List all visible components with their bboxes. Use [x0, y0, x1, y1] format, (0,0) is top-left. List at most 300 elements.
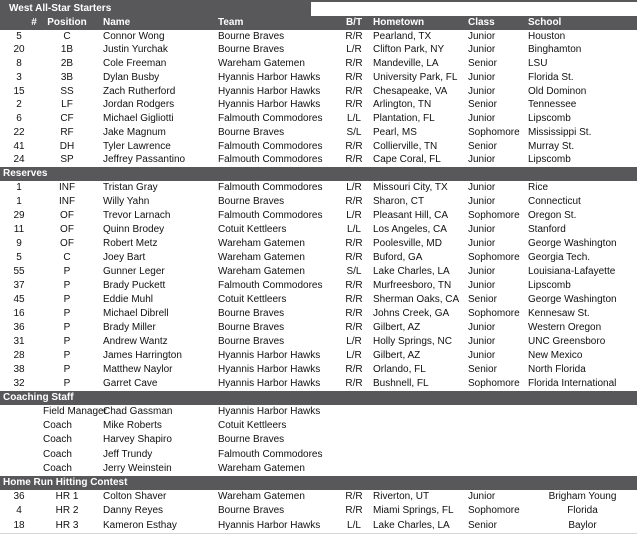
cell-team: Wareham Gatemen	[218, 237, 305, 249]
cell-position: RF	[60, 126, 74, 138]
cell-hometown: Collierville, TN	[373, 140, 438, 152]
cell-number: 22	[13, 126, 25, 138]
cell-team: Bourne Braves	[218, 505, 285, 517]
cell-school: Rice	[528, 181, 549, 193]
cell-bt: R/R	[345, 307, 363, 319]
cell-team: Falmouth Commodores	[218, 209, 323, 221]
cell-hometown: Poolesville, MD	[373, 237, 442, 249]
cell-school: Connecticut	[528, 195, 581, 207]
cell-name: Jeffrey Passantino	[103, 154, 186, 166]
column-header-bt: B/T	[345, 16, 363, 28]
column-header-school: School	[528, 16, 562, 28]
cell-team: Hyannis Harbor Hawks	[218, 378, 321, 390]
cell-bt	[340, 405, 368, 419]
column-header-team: Team	[218, 16, 244, 28]
cell-hometown: Pearland, TX	[373, 30, 432, 42]
cell-bt	[340, 448, 368, 462]
cell-number: 41	[13, 140, 25, 152]
section-row-west-all-star-starters	[0, 2, 637, 16]
cell-class	[465, 419, 528, 433]
table-row	[0, 223, 637, 237]
cell-hometown: Missouri City, TX	[373, 181, 448, 193]
cell-class: Junior	[468, 279, 496, 291]
cell-position: OF	[60, 223, 74, 235]
cell-team: Bourne Braves	[218, 44, 285, 56]
cell-position: LF	[61, 99, 73, 111]
cell-bt: R/R	[345, 279, 363, 291]
cell-bt: R/R	[345, 251, 363, 263]
cell-hometown: Arlington, TN	[373, 99, 432, 111]
column-header-position: Position	[47, 16, 87, 28]
cell-team: Bourne Braves	[218, 30, 285, 42]
table-row	[0, 519, 637, 533]
cell-school: Stanford	[528, 223, 566, 235]
cell-class: Sophomore	[468, 126, 520, 138]
cell-class: Junior	[468, 71, 496, 83]
cell-class: Sophomore	[468, 251, 520, 263]
cell-hometown: Gilbert, AZ	[373, 321, 421, 333]
cell-team: Falmouth Commodores	[218, 154, 323, 166]
cell-class	[465, 433, 528, 447]
table-row	[0, 279, 637, 293]
cell-hometown: Holly Springs, NC	[373, 336, 452, 348]
cell-hometown: Pleasant Hill, CA	[373, 209, 449, 221]
cell-bt: R/R	[345, 237, 363, 249]
cell-bt: R/R	[345, 321, 363, 333]
cell-class: Senior	[468, 58, 497, 69]
cell-hometown: Murfreesboro, TN	[373, 279, 452, 291]
cell-name: Kameron Esthay	[103, 519, 177, 531]
cell-school: Houston	[528, 30, 566, 42]
cell-school: Western Oregon	[528, 321, 602, 333]
table-row	[0, 30, 637, 44]
table-row	[0, 126, 637, 140]
table-row	[0, 85, 637, 99]
cell-position: INF	[58, 181, 76, 193]
cell-number: 36	[13, 490, 25, 502]
cell-hometown: Sherman Oaks, CA	[373, 293, 460, 305]
table-row	[0, 237, 637, 251]
cell-number: 1	[16, 195, 22, 207]
cell-number	[0, 419, 38, 433]
cell-class: Senior	[468, 519, 497, 531]
cell-school: Florida	[567, 505, 598, 517]
cell-hometown	[368, 419, 465, 433]
cell-school: Lipscomb	[528, 279, 571, 291]
cell-bt: R/R	[345, 71, 363, 83]
cell-name: Willy Yahn	[103, 195, 150, 207]
cell-number: 28	[13, 350, 25, 362]
cell-bt: L/R	[346, 350, 362, 362]
cell-team: Bourne Braves	[218, 336, 285, 348]
cell-bt	[340, 433, 368, 447]
cell-class: Senior	[468, 364, 497, 376]
cell-class: Junior	[468, 490, 496, 502]
cell-hometown	[368, 433, 465, 447]
cell-school: North Florida	[528, 364, 586, 376]
cell-team: Bourne Braves	[218, 321, 285, 333]
table-row	[0, 363, 637, 377]
cell-number: 55	[13, 265, 25, 277]
cell-name: Brady Puckett	[103, 279, 166, 291]
cell-class: Junior	[468, 195, 496, 207]
cell-number	[0, 448, 38, 462]
cell-bt: L/L	[347, 519, 361, 531]
cell-number: 16	[13, 307, 25, 319]
cell-number: 24	[13, 154, 25, 166]
cell-team: Falmouth Commodores	[218, 279, 323, 291]
cell-number: 45	[13, 293, 25, 305]
cell-number: 36	[13, 321, 25, 333]
cell-position: Coach	[43, 448, 72, 460]
cell-name: Robert Metz	[103, 237, 158, 249]
cell-class: Junior	[468, 44, 496, 56]
cell-team: Bourne Braves	[218, 307, 285, 319]
table-row	[0, 377, 637, 391]
cell-bt: S/L	[346, 126, 362, 138]
cell-hometown: Chesapeake, VA	[373, 85, 448, 97]
cell-position: C	[63, 30, 71, 42]
cell-class: Junior	[468, 154, 496, 166]
cell-team: Hyannis Harbor Hawks	[218, 99, 321, 111]
cell-class: Senior	[468, 293, 497, 305]
cell-number: 31	[13, 336, 25, 348]
table-row	[0, 419, 637, 433]
table-row	[0, 251, 637, 265]
cell-team: Wareham Gatemen	[218, 490, 305, 502]
column-header-class: Class	[468, 16, 495, 28]
cell-class: Sophomore	[468, 505, 520, 517]
cell-school: Baylor	[568, 519, 597, 531]
cell-class: Junior	[468, 30, 496, 42]
cell-school: Lipscomb	[528, 154, 571, 166]
cell-name: James Harrington	[103, 350, 182, 362]
cell-hometown: Pearl, MS	[373, 126, 417, 138]
cell-class: Senior	[468, 140, 497, 152]
cell-number: 1	[16, 181, 22, 193]
cell-bt: L/R	[346, 336, 362, 348]
cell-team: Hyannis Harbor Hawks	[218, 406, 321, 418]
cell-team: Falmouth Commodores	[218, 448, 323, 460]
cell-position: SS	[60, 85, 74, 97]
cell-name: Trevor Larnach	[103, 209, 171, 221]
cell-bt: L/L	[347, 113, 361, 124]
cell-bt: R/R	[345, 378, 363, 390]
cell-class	[465, 448, 528, 462]
cell-name: Eddie Muhl	[103, 293, 154, 305]
cell-bt: R/R	[345, 154, 363, 166]
cell-class: Senior	[468, 99, 497, 111]
cell-team: Bourne Braves	[218, 195, 285, 207]
cell-position: P	[63, 293, 71, 305]
table-row	[0, 349, 637, 363]
cell-position: 3B	[60, 71, 74, 83]
cell-team: Bourne Braves	[218, 434, 285, 446]
column-header-number: #	[31, 16, 37, 28]
cell-hometown: Bushnell, FL	[373, 378, 429, 390]
cell-name: Harvey Shapiro	[103, 434, 172, 446]
cell-position: P	[63, 321, 71, 333]
cell-team: Hyannis Harbor Hawks	[218, 519, 321, 531]
table-row	[0, 71, 637, 85]
cell-class: Junior	[468, 265, 496, 277]
cell-position: CF	[60, 113, 74, 124]
table-row	[0, 307, 637, 321]
cell-school: Lipscomb	[528, 113, 571, 124]
cell-school	[528, 405, 637, 419]
cell-name: Joey Bart	[103, 251, 146, 263]
cell-school: Georgia Tech.	[528, 251, 591, 263]
table-row	[0, 181, 637, 195]
cell-hometown: Riverton, UT	[373, 490, 430, 502]
cell-number: 5	[16, 251, 22, 263]
cell-position: P	[63, 265, 71, 277]
cell-bt: R/R	[345, 85, 363, 97]
roster-table	[0, 2, 637, 533]
cell-number: 11	[13, 223, 25, 235]
cell-position: OF	[60, 209, 74, 221]
cell-position: HR 2	[55, 505, 79, 517]
cell-bt: L/R	[346, 181, 362, 193]
cell-team: Cotuit Kettleers	[218, 223, 287, 235]
cell-team: Hyannis Harbor Hawks	[218, 350, 321, 362]
cell-position: P	[63, 350, 71, 362]
cell-name: Quinn Brodey	[103, 223, 165, 235]
cell-hometown: University Park, FL	[373, 71, 458, 83]
cell-hometown: Sharon, CT	[373, 195, 425, 207]
section-header-home-run-hitting-contest: Home Run Hitting Contest	[0, 476, 637, 490]
table-row	[0, 57, 637, 71]
cell-name: Brady Miller	[103, 321, 156, 333]
table-row	[0, 433, 637, 447]
cell-hometown: Lake Charles, LA	[373, 265, 450, 277]
table-row	[0, 462, 637, 476]
cell-position: INF	[58, 195, 76, 207]
cell-bt: R/R	[345, 505, 363, 517]
cell-number: 6	[16, 113, 22, 124]
cell-name: Gunner Leger	[103, 265, 165, 277]
cell-class: Sophomore	[468, 209, 520, 221]
cell-bt: R/R	[345, 490, 363, 502]
cell-number: 2	[16, 99, 22, 111]
cell-position: P	[63, 378, 71, 390]
table-row	[0, 98, 637, 112]
cell-bt: R/R	[345, 99, 363, 111]
cell-name: Justin Yurchak	[103, 44, 168, 56]
table-bottom-border	[0, 533, 637, 534]
cell-bt: S/L	[346, 265, 362, 277]
table-row	[0, 209, 637, 223]
cell-school: Florida St.	[528, 71, 574, 83]
cell-school: New Mexico	[528, 350, 583, 362]
cell-bt: R/R	[345, 58, 363, 69]
cell-number: 5	[16, 30, 22, 42]
cell-name: Mike Roberts	[103, 420, 162, 432]
cell-class: Junior	[468, 237, 496, 249]
cell-team: Cotuit Kettleers	[218, 293, 287, 305]
cell-bt: R/R	[345, 30, 363, 42]
cell-number: 38	[13, 364, 25, 376]
table-row	[0, 293, 637, 307]
cell-class: Junior	[468, 181, 496, 193]
cell-name: Matthew Naylor	[103, 364, 173, 376]
cell-bt: L/R	[346, 44, 362, 56]
cell-school: LSU	[528, 58, 548, 69]
cell-name: Cole Freeman	[103, 58, 167, 69]
cell-class	[465, 405, 528, 419]
table-row	[0, 265, 637, 279]
cell-position: 1B	[60, 44, 74, 56]
cell-position: SP	[60, 154, 74, 166]
cell-number: 20	[13, 44, 25, 56]
cell-class: Sophomore	[468, 307, 520, 319]
cell-class: Junior	[468, 321, 496, 333]
cell-position: HR 1	[55, 490, 79, 502]
cell-school: Murray St.	[528, 140, 575, 152]
cell-name: Chad Gassman	[103, 406, 173, 418]
cell-hometown: Johns Creek, GA	[373, 307, 450, 319]
cell-position: Coach	[43, 434, 72, 446]
table-row	[0, 335, 637, 349]
table-row	[0, 504, 637, 518]
cell-team: Wareham Gatemen	[218, 462, 305, 474]
cell-bt: R/R	[345, 140, 363, 152]
cell-school: Louisiana-Lafayette	[528, 265, 616, 277]
cell-number: 37	[13, 279, 25, 291]
cell-name: Zach Rutherford	[103, 85, 176, 97]
cell-school: Oregon St.	[528, 209, 577, 221]
cell-hometown: Los Angeles, CA	[373, 223, 447, 235]
cell-name: Michael Dibrell	[103, 307, 169, 319]
cell-bt	[340, 462, 368, 476]
cell-class	[465, 462, 528, 476]
cell-hometown: Lake Charles, LA	[373, 519, 450, 531]
cell-school	[528, 433, 637, 447]
cell-number: 29	[13, 209, 25, 221]
table-row	[0, 448, 637, 462]
cell-number: 32	[13, 378, 25, 390]
cell-position: P	[63, 279, 71, 291]
cell-team: Cotuit Kettleers	[218, 420, 287, 432]
table-row	[0, 490, 637, 504]
cell-hometown: Gilbert, AZ	[373, 350, 421, 362]
cell-name: Jake Magnum	[103, 126, 166, 138]
cell-name: Tyler Lawrence	[103, 140, 171, 152]
cell-team: Wareham Gatemen	[218, 58, 305, 69]
table-row	[0, 321, 637, 335]
cell-team: Hyannis Harbor Hawks	[218, 71, 321, 83]
cell-bt: R/R	[345, 293, 363, 305]
cell-position: OF	[60, 237, 74, 249]
cell-team: Wareham Gatemen	[218, 251, 305, 263]
cell-school: George Washington	[528, 237, 617, 249]
section-header-reserves: Reserves	[0, 167, 637, 181]
cell-school: Brigham Young	[548, 490, 617, 502]
cell-position: Coach	[43, 420, 72, 432]
cell-team: Falmouth Commodores	[218, 181, 323, 193]
cell-hometown: Clifton Park, NY	[373, 44, 445, 56]
cell-hometown: Cape Coral, FL	[373, 154, 441, 166]
cell-name: Jordan Rodgers	[103, 99, 175, 111]
section-header-coaching-staff: Coaching Staff	[0, 391, 637, 405]
cell-school	[528, 419, 637, 433]
cell-hometown: Orlando, FL	[373, 364, 426, 376]
cell-number	[0, 462, 38, 476]
cell-name: Andrew Wantz	[103, 336, 168, 348]
cell-bt	[340, 419, 368, 433]
table-row	[0, 112, 637, 126]
cell-name: Jerry Weinstein	[103, 462, 172, 474]
table-row	[0, 195, 637, 209]
cell-hometown	[368, 405, 465, 419]
table-row	[0, 153, 637, 167]
cell-bt: R/R	[345, 195, 363, 207]
cell-bt: R/R	[345, 364, 363, 376]
cell-name: Michael Gigliotti	[103, 113, 174, 124]
cell-hometown	[368, 462, 465, 476]
cell-school: Mississippi St.	[528, 126, 592, 138]
cell-position: DH	[59, 140, 75, 152]
cell-team: Hyannis Harbor Hawks	[218, 85, 321, 97]
cell-school: Tennessee	[528, 99, 577, 111]
cell-class: Junior	[468, 113, 496, 124]
cell-class: Junior	[468, 223, 496, 235]
column-header-row	[0, 16, 637, 30]
cell-position: Field Manager	[43, 406, 107, 418]
cell-number: 3	[16, 71, 22, 83]
cell-hometown: Buford, GA	[373, 251, 423, 263]
cell-name: Connor Wong	[103, 30, 165, 42]
cell-hometown	[368, 448, 465, 462]
cell-position: P	[63, 364, 71, 376]
cell-position: HR 3	[55, 519, 79, 531]
cell-team: Hyannis Harbor Hawks	[218, 364, 321, 376]
cell-name: Jeff Trundy	[103, 448, 153, 460]
table-row	[0, 140, 637, 154]
cell-school	[528, 462, 637, 476]
column-header-name: Name	[103, 16, 131, 28]
cell-team: Falmouth Commodores	[218, 113, 323, 124]
cell-name: Dylan Busby	[103, 71, 160, 83]
cell-school: Kennesaw St.	[528, 307, 590, 319]
cell-position: 2B	[60, 58, 74, 69]
cell-team: Wareham Gatemen	[218, 265, 305, 277]
cell-position: P	[63, 307, 71, 319]
cell-school: UNC Greensboro	[528, 336, 606, 348]
cell-class: Junior	[468, 336, 496, 348]
cell-bt: L/R	[346, 209, 362, 221]
cell-number	[0, 405, 38, 419]
cell-school: Old Dominon	[528, 85, 587, 97]
cell-hometown: Plantation, FL	[373, 113, 435, 124]
cell-number: 4	[16, 505, 22, 517]
cell-hometown: Mandeville, LA	[373, 58, 439, 69]
cell-class: Sophomore	[468, 378, 520, 390]
cell-class: Junior	[468, 85, 496, 97]
cell-school: Binghamton	[528, 44, 582, 56]
cell-number: 15	[13, 85, 25, 97]
cell-bt: L/L	[347, 223, 361, 235]
cell-name: Garret Cave	[103, 378, 158, 390]
cell-number	[0, 433, 38, 447]
cell-school: Florida International	[528, 378, 617, 390]
column-header-hometown: Hometown	[373, 16, 425, 28]
cell-hometown: Miami Springs, FL	[373, 505, 454, 517]
cell-school: George Washington	[528, 293, 617, 305]
cell-number: 9	[16, 237, 22, 249]
cell-class: Junior	[468, 350, 496, 362]
cell-team: Bourne Braves	[218, 126, 285, 138]
